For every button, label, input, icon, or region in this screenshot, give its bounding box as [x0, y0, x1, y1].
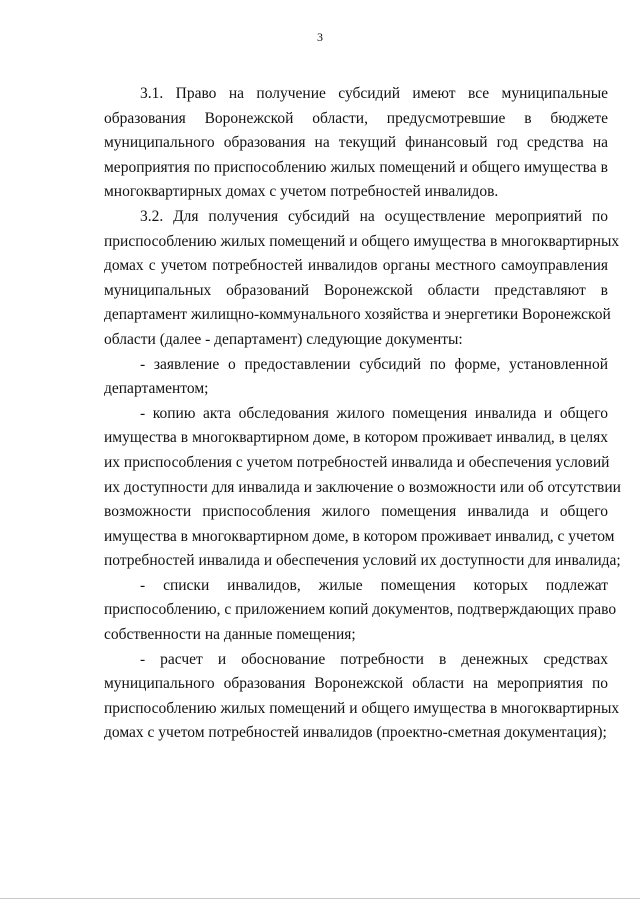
text-line: приспособлению жилых помещений и общего имущества в многоквартирных	[104, 232, 620, 250]
text-line: потребностей инвалида и обеспечения условий их доступности для инвалида;	[104, 552, 621, 570]
page-bottom-edge	[0, 898, 640, 899]
list-item-inspection-act	[104, 402, 621, 574]
text-line: их приспособления с учетом потребностей инвалида и обеспечения условий	[104, 453, 610, 471]
text-line: имущества в многоквартирном доме, в котором проживает инвалид, с учетом	[104, 527, 615, 545]
text-line: - списки инвалидов, жилые помещения которых подлежат	[140, 576, 608, 594]
text-line: собственности на данные помещения;	[104, 626, 356, 644]
text-line: их доступности для инвалида и заключение о возможности или об отсутствии	[104, 478, 621, 496]
list-item-disabled-lists	[104, 574, 617, 648]
list-item-calculation	[104, 648, 620, 746]
text-line: области (далее - департамент) следующие документы:	[104, 330, 463, 348]
text-line: департамент жилищно-коммунального хозяйства и энергетики Воронежской	[104, 306, 611, 324]
text-line: департаментом;	[104, 380, 209, 398]
text-line: - копию акта обследования жилого помещения инвалида и общего	[140, 404, 608, 422]
document-body	[104, 82, 621, 746]
text-line: возможности приспособления жилого помещения инвалида и общего	[104, 503, 608, 521]
list-item-application	[104, 353, 608, 402]
text-line: приспособлению, с приложением копий документов, подтверждающих право	[104, 601, 617, 619]
text-line: многоквартирных домах с учетом потребностей инвалидов.	[104, 183, 499, 201]
text-line: мероприятия по приспособлению жилых помещений и общего имущества в	[104, 158, 608, 176]
text-line: - расчет и обоснование потребности в денежных средствах	[140, 650, 608, 668]
text-line: приспособлению жилых помещений и общего имущества в многоквартирных	[104, 699, 620, 717]
paragraph-3-2	[104, 205, 620, 353]
text-line: имущества в многоквартирном доме, в котором проживает инвалид, в целях	[104, 429, 608, 447]
text-line: домах с учетом потребностей инвалидов (проектно-сметная документация);	[104, 724, 607, 742]
text-line: 3.1. Право на получение субсидий имеют все муниципальные	[140, 85, 608, 102]
page-number: 3	[317, 30, 323, 44]
text-line: домах с учетом потребностей инвалидов органы местного самоуправления	[104, 257, 608, 275]
text-line: образования Воронежской области, предусмотревшие в бюджете	[104, 109, 608, 127]
text-line: муниципальных образований Воронежской области представляют в	[104, 281, 608, 299]
text-line: муниципального образования Воронежской области на мероприятия по	[104, 675, 608, 693]
paragraph-3-1	[104, 82, 608, 205]
text-line: муниципального образования на текущий финансовый год средства на	[104, 134, 608, 152]
text-line: - заявление о предоставлении субсидий по форме, установленной	[140, 355, 608, 373]
text-line: 3.2. Для получения субсидий на осуществление мероприятий по	[140, 207, 608, 225]
